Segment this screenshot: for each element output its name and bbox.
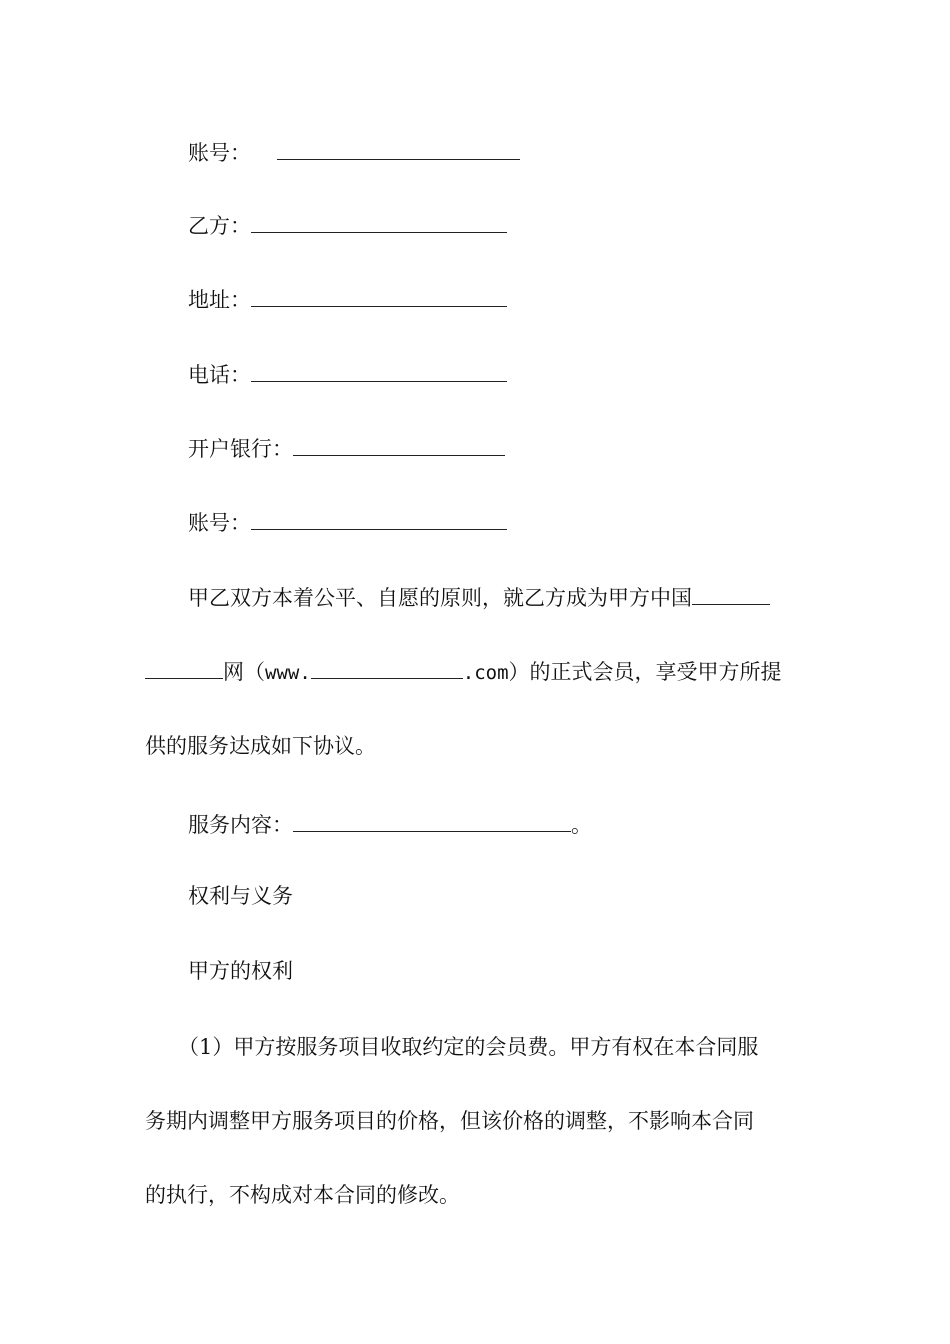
service-row (188, 810, 592, 840)
intro-text-1: 甲乙双方本着公平、自愿的原则，就乙方成为甲方中国 (188, 586, 692, 610)
party-b-name-row (188, 211, 507, 241)
clause-1-text-1: （1）甲方按服务项目收取约定的会员费。甲方有权在本合同服 (178, 1035, 759, 1059)
party-b-account-label: 账号： (188, 511, 251, 535)
party-b-address-row (188, 285, 507, 315)
www-prefix: www. (265, 662, 311, 684)
rights-duties-text: 权利与义务 (188, 884, 293, 908)
com-suffix: .com (462, 662, 509, 684)
party-a-account-label: 账号： (188, 141, 251, 165)
party-b-bank-label: 开户银行： (188, 437, 293, 461)
party-b-phone-label: 电话： (188, 363, 251, 387)
party-b-phone-blank (251, 361, 507, 382)
clause-1-text-2: 务期内调整甲方服务项目的价格，但该价格的调整，不影响本合同 (145, 1109, 754, 1133)
site-suffix: 网（ (223, 660, 265, 684)
clause-1-text-3: 的执行，不构成对本合同的修改。 (145, 1183, 460, 1207)
party-b-address-label: 地址： (188, 288, 251, 312)
party-a-rights-text: 甲方的权利 (188, 959, 293, 983)
service-end: 。 (571, 813, 592, 837)
party-b-bank-blank (293, 435, 505, 456)
party-b-account-row (188, 508, 507, 538)
site-name-blank-1 (692, 584, 770, 605)
intro-text-3: 供的服务达成如下协议。 (145, 734, 376, 758)
party-a-account-blank (277, 139, 520, 160)
party-b-bank-row (188, 434, 505, 464)
party-b-name-label: 乙方： (188, 214, 251, 238)
site-name-blank-2 (145, 658, 223, 679)
service-blank (293, 811, 571, 832)
service-label: 服务内容： (188, 813, 293, 837)
party-b-account-blank (251, 509, 507, 530)
intro-line-2 (145, 657, 782, 688)
domain-blank (311, 658, 463, 679)
party-a-rights-heading (188, 956, 293, 986)
party-b-phone-row (188, 360, 507, 390)
rights-duties-heading (188, 881, 293, 911)
party-b-address-blank (251, 286, 507, 307)
clause-1-line-1 (178, 1032, 758, 1062)
intro-text-2: ）的正式会员，享受甲方所提 (508, 660, 782, 684)
party-a-account-row (188, 138, 520, 168)
intro-line-1 (188, 583, 770, 613)
party-b-name-blank (251, 212, 507, 233)
intro-line-3 (145, 731, 376, 761)
clause-1-line-3 (145, 1180, 460, 1210)
clause-1-line-2 (145, 1106, 754, 1136)
